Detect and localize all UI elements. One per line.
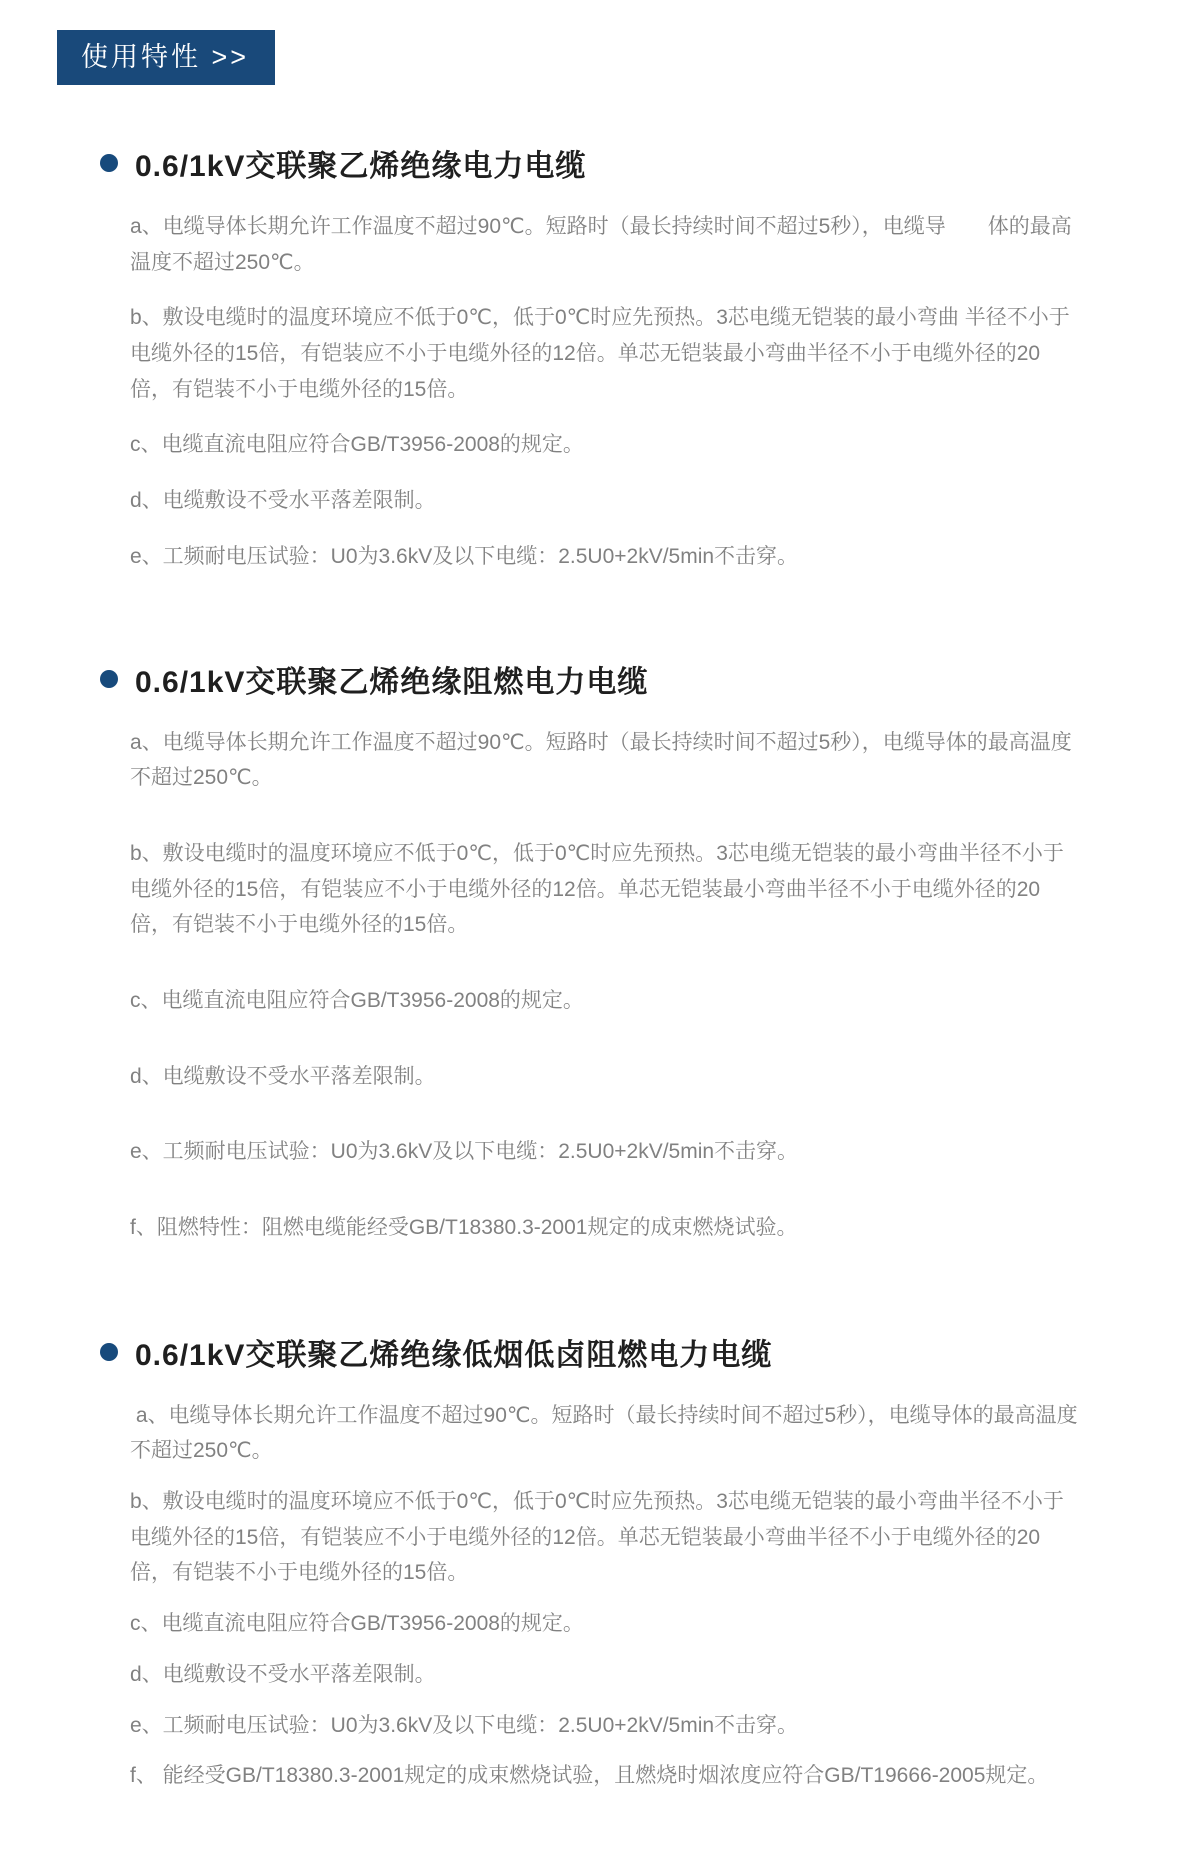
feature-item-a: a、电缆导体长期允许工作温度不超过90℃。短路时（最长持续时间不超过5秒），电缆导 体的最高温度不超过250℃。 xyxy=(130,215,1072,274)
section-low-smoke-low-halogen-cable xyxy=(100,1330,1106,1794)
section-title: 0.6/1kV交联聚乙烯绝缘阻燃电力电缆 xyxy=(135,665,649,699)
section-title: 0.6/1kV交联聚乙烯绝缘低烟低卤阻燃电力电缆 xyxy=(135,1338,773,1372)
feature-item-d: d、电缆敷设不受水平落差限制。 xyxy=(130,489,436,513)
feature-item-c: c、电缆直流电阻应符合GB/T3956-2008的规定。 xyxy=(130,433,584,457)
section-title-row xyxy=(100,141,1106,185)
bullet-icon xyxy=(100,1343,118,1361)
section-items xyxy=(130,209,1082,575)
feature-item-f: f、阻燃特性：阻燃电缆能经受GB/T18380.3-2001规定的成束燃烧试验。 xyxy=(130,1216,798,1239)
section-title-row xyxy=(100,1330,1106,1374)
section-title: 0.6/1kV交联聚乙烯绝缘电力电缆 xyxy=(135,150,587,183)
section-flame-retardant-cable xyxy=(100,657,1106,1246)
section-xlpe-power-cable xyxy=(100,141,1106,575)
feature-item-e: e、工频耐电压试验：U0为3.6kV及以下电缆：2.5U0+2kV/5min不击穿。 xyxy=(130,1713,799,1737)
section-items xyxy=(130,1398,1082,1794)
feature-item-b: b、敷设电缆时的温度环境应不低于0℃，低于0℃时应先预热。3芯电缆无铠装的最小弯曲半径不小于电缆外径的15倍，有铠装应不小于电缆外径的12倍。单芯无铠装最小弯曲半径不小于电缆外径的20倍，有铠装不小于电缆外径的15倍。 xyxy=(130,1490,1064,1585)
bottom-spacer xyxy=(0,1794,1201,1874)
feature-item-c: c、电缆直流电阻应符合GB/T3956-2008的规定。 xyxy=(130,988,584,1012)
feature-item-a: a、电缆导体长期允许工作温度不超过90℃。短路时（最长持续时间不超过5秒），电缆导体的最高温度不超过250℃。 xyxy=(130,1403,1078,1463)
feature-item-d: d、电缆敷设不受水平落差限制。 xyxy=(130,1662,436,1686)
feature-item-d: d、电缆敷设不受水平落差限制。 xyxy=(130,1064,436,1088)
feature-item-b: b、敷设电缆时的温度环境应不低于0℃，低于0℃时应先预热。3芯电缆无铠装的最小弯曲半径不小于电缆外径的15倍，有铠装应不小于电缆外径的12倍。单芯无铠装最小弯曲半径不小于电缆外径的20倍，有铠装不小于电缆外径的15倍。 xyxy=(130,841,1064,937)
feature-item-f: f、 能经受GB/T18380.3-2001规定的成束燃烧试验，且燃烧时烟浓度应符合GB/T19666-2005规定。 xyxy=(130,1764,1049,1788)
feature-item-c: c、电缆直流电阻应符合GB/T3956-2008的规定。 xyxy=(130,1612,584,1636)
section-items xyxy=(130,725,1082,1246)
usage-characteristics-badge: 使用特性 >> xyxy=(57,30,275,85)
feature-item-e: e、工频耐电压试验：U0为3.6kV及以下电缆：2.5U0+2kV/5min不击穿。 xyxy=(130,544,799,568)
feature-item-b: b、敷设电缆时的温度环境应不低于0℃，低于0℃时应先预热。3芯电缆无铠装的最小弯曲 半径不小于电缆外径的15倍，有铠装应不小于电缆外径的12倍。单芯无铠装最小弯曲半径不小于电缆外径的20倍，有铠装不小于电缆外径的15倍。 xyxy=(130,306,1070,401)
bullet-icon xyxy=(100,670,118,688)
feature-item-e: e、工频耐电压试验：U0为3.6kV及以下电缆：2.5U0+2kV/5min不击穿。 xyxy=(130,1140,799,1164)
feature-item-a: a、电缆导体长期允许工作温度不超过90℃。短路时（最长持续时间不超过5秒），电缆导体的最高温度不超过250℃。 xyxy=(130,730,1072,790)
section-title-row xyxy=(100,657,1106,701)
bullet-icon xyxy=(100,154,118,172)
